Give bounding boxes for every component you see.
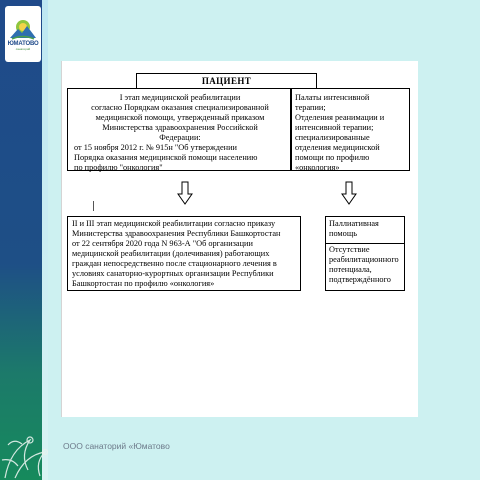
down-arrow-icon: [341, 181, 357, 205]
stage2-3-rehab-box: [67, 216, 301, 291]
icu-line: интенсивной терапии;: [295, 123, 374, 132]
stage1-line: Порядка оказания медицинской помощи населению: [74, 153, 258, 162]
no-potential-box: [325, 243, 405, 291]
stage23-line: Башкортостан по профилю «онкология»: [72, 279, 215, 288]
stage1-line: I этап медицинской реабилитации: [119, 93, 241, 102]
icu-line: Палаты интенсивной: [295, 93, 370, 102]
margin-line: [61, 61, 62, 417]
document-page: [61, 61, 418, 417]
footer-company-name: ООО санаторий «Юматово: [63, 441, 170, 451]
icu-line: Отделения реанимации и: [295, 113, 385, 122]
stage23-line: медицинской реабилитации (долечивания) работающих: [72, 249, 270, 258]
icu-line: терапии;: [295, 103, 326, 112]
text-cursor: [93, 201, 94, 211]
palliative-care-box: [325, 216, 405, 244]
icu-units-box: [291, 88, 410, 171]
stage1-line: по профилю "онкология": [74, 163, 163, 172]
stage1-line: от 15 ноября 2012 г. № 915н "Об утверждении: [74, 143, 237, 152]
sanatorium-logo: [5, 6, 41, 62]
palliative-line: помощь: [329, 229, 358, 238]
stage1-line: Федерации:: [159, 133, 201, 142]
potential-line: потенциала,: [329, 265, 372, 274]
logo-name: ЮМАТОВО: [7, 40, 39, 47]
stage23-line: Министерства здравоохранения Республики Башкортостан: [72, 229, 281, 238]
stage23-line: условиях санаторно-курортных организации Республики: [72, 269, 274, 278]
icu-line: отделения медицинской: [295, 143, 380, 152]
icu-line: помощи по профилю: [295, 153, 370, 162]
potential-line: подтверждённого: [329, 275, 391, 284]
icu-line: специализированные: [295, 133, 370, 142]
palliative-line: Паллиативная: [329, 219, 379, 228]
stage1-rehab-box: [67, 88, 291, 171]
stage1-line: Министерства здравоохранения Российской: [102, 123, 258, 132]
floral-ornament: [0, 400, 55, 480]
logo-subtitle: санаторий: [15, 46, 31, 51]
stage1-line: медицинской помощи, утвержденный приказом: [95, 113, 265, 122]
potential-line: Отсутствие: [329, 245, 370, 254]
stage1-line: согласно Порядкам оказания специализированной: [91, 103, 269, 112]
stage23-line: граждан непосредственно после стационарного лечения в: [72, 259, 277, 268]
icu-line: «онкология»: [295, 163, 340, 172]
mountain-sun-icon: [8, 18, 38, 40]
stage23-line: II и III этап медицинской реабилитации согласно приказу: [72, 219, 276, 228]
down-arrow-icon: [177, 181, 193, 205]
potential-line: реабилитационного: [329, 255, 399, 264]
patient-header-box: ПАЦИЕНТ: [136, 73, 317, 89]
stage23-line: от 22 сентября 2020 года N 963-А "Об организации: [72, 239, 253, 248]
